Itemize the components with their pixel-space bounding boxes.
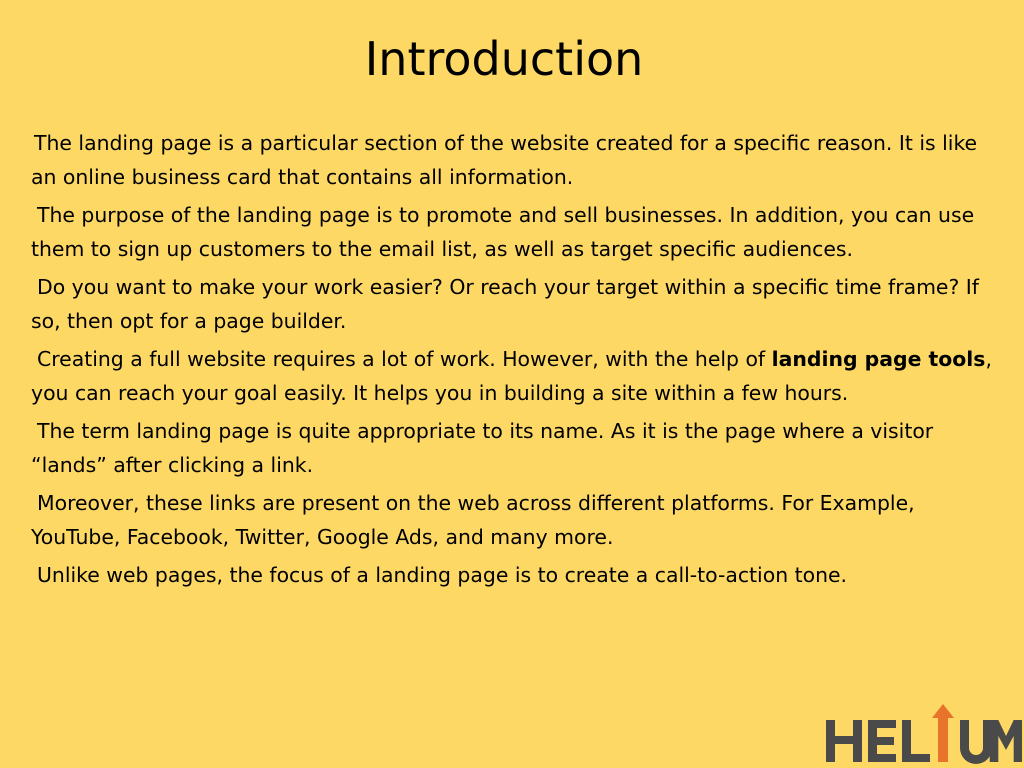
paragraph-6: Moreover, these links are present on the web across different platforms. For Example, YouTube, Facebook, Twitter, Google Ads, and many more. [31,491,915,549]
helium-logo-image [822,702,1022,766]
paragraph-1: The landing page is a particular section of the website created for a specific reason. It is like an online business card that contains all information. [31,131,978,189]
paragraph-2: The purpose of the landing page is to promote and sell businesses. In addition, you can use them to sign up customers to the email list, as well as target specific audiences. [31,203,975,261]
paragraph-4-lead: Creating a full website requires a lot of work. However, with the help of [37,347,772,371]
paragraph-4 [31,342,1006,410]
paragraph-7: Unlike web pages, the focus of a landing page is to create a call-to-action tone. [37,563,848,587]
paragraph-5: The term landing page is quite appropriate to its name. As it is the page where a visitor “lands” after clicking a link. [31,419,934,477]
slide-body [31,126,1006,596]
page-title: Introduction [364,32,644,86]
landing-page-tools-link: landing page tools [771,347,986,371]
paragraph-3: Do you want to make your work easier? Or reach your target within a specific time frame? If so, then opt for a page builder. [31,275,979,333]
paragraph-4-tail: , you can reach your goal easily. It helps you in building a site within a few hours. [31,347,992,405]
helium-logo [822,702,1022,766]
arrow-up-icon [932,704,954,762]
